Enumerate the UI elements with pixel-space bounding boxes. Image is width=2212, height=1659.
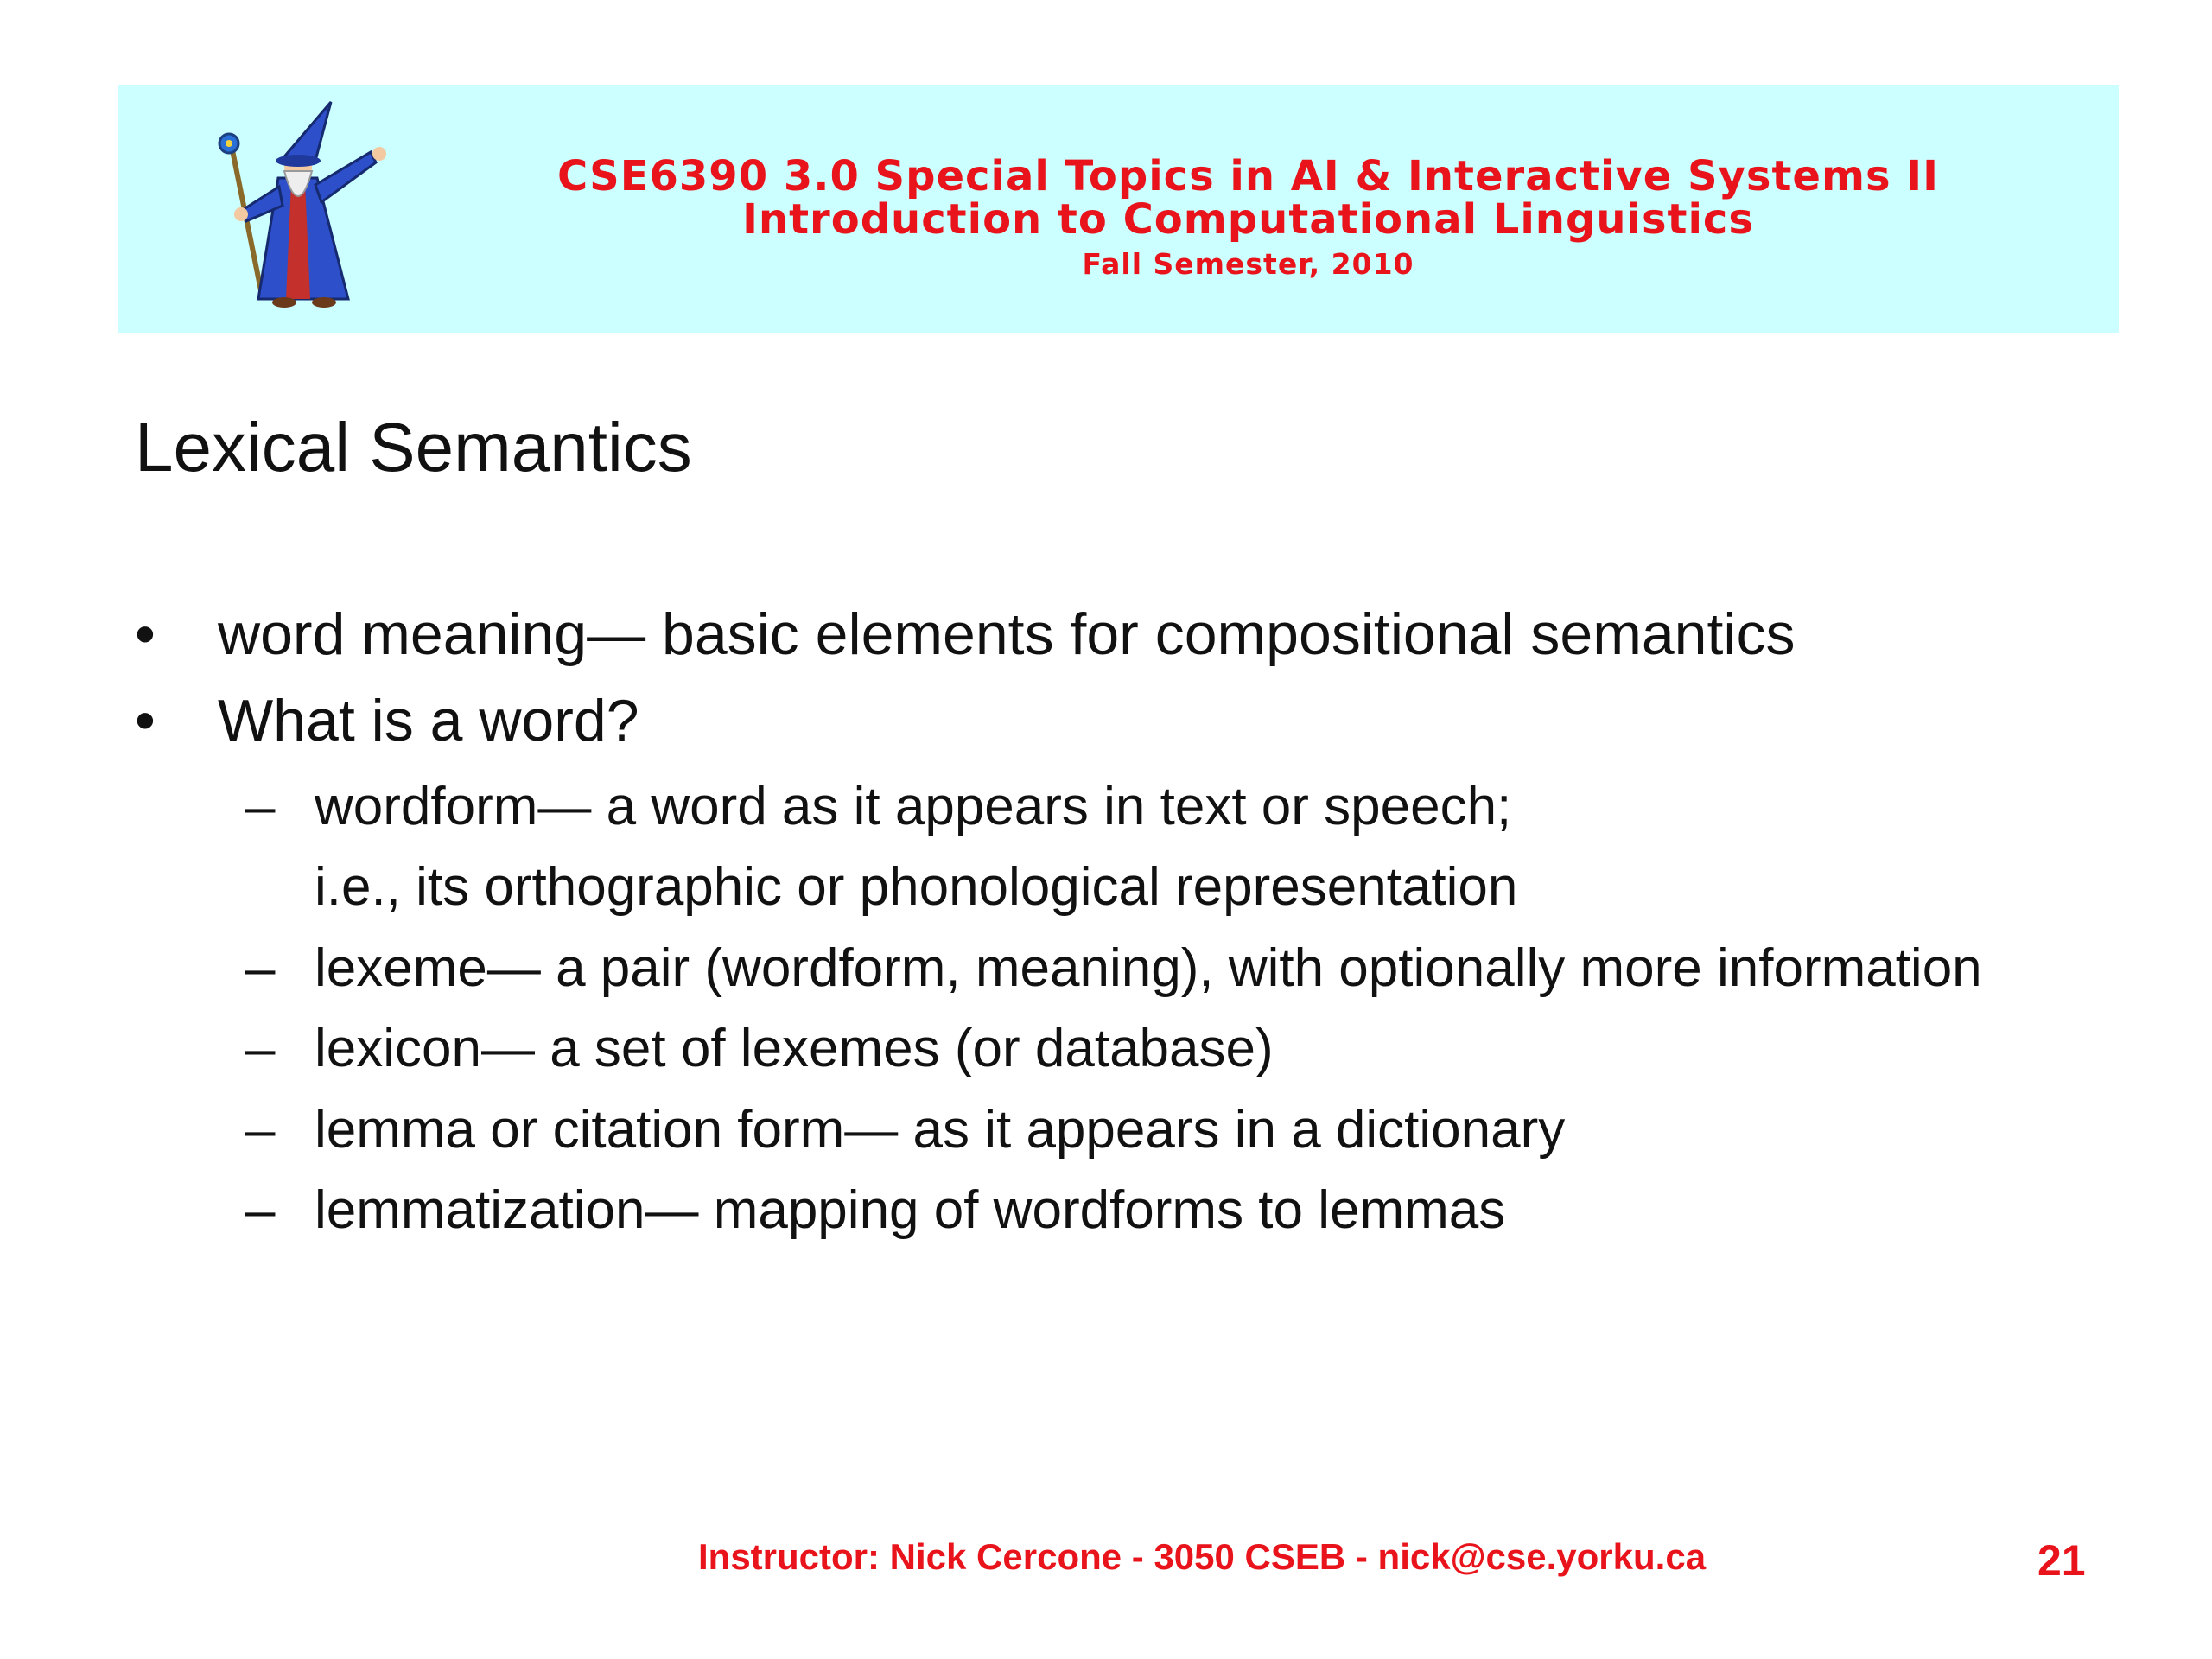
bullet-marker: •	[135, 688, 156, 753]
sub-list-text: wordform— a word as it appears in text or speech;	[315, 777, 1512, 836]
slide-title: Lexical Semantics	[135, 409, 692, 486]
sub-list-text: lexeme— a pair (wordform, meaning), with optionally more information	[315, 938, 1982, 998]
sub-list-marker: –	[245, 938, 276, 998]
bullet-text: What is a word?	[218, 688, 639, 753]
wizard-icon	[179, 100, 404, 321]
sub-list-marker: –	[245, 1180, 276, 1240]
bullet-item	[135, 687, 1949, 756]
sub-list-item	[245, 1179, 2060, 1243]
page-number: 21	[2037, 1536, 2086, 1585]
sub-list-text: lemma or citation form— as it appears in a dictionary	[315, 1100, 1566, 1160]
sub-list-item	[245, 938, 2060, 1001]
sub-list-marker: –	[245, 777, 276, 836]
sub-list-text: lemmatization— mapping of wordforms to lemmas	[315, 1180, 1506, 1240]
bullet-marker: •	[135, 601, 156, 667]
sub-list-marker: –	[245, 1100, 276, 1160]
sub-list-text: lexicon— a set of lexemes (or database)	[315, 1019, 1274, 1078]
course-header	[378, 85, 2119, 333]
course-semester: Fall Semester, 2010	[1082, 247, 1414, 281]
footer-instructor: Instructor: Nick Cercone - 3050 CSEB - nick@cse.yorku.ca	[698, 1536, 1707, 1577]
sub-list-marker: –	[245, 1019, 276, 1078]
sub-list-continuation	[245, 856, 2060, 920]
sub-list-item	[245, 1018, 2060, 1082]
sub-list-item	[245, 776, 2060, 840]
header-banner	[118, 85, 2119, 333]
sub-list-item	[245, 1099, 2060, 1163]
bullet-item	[135, 601, 1949, 670]
bullet-text: word meaning— basic elements for compositional semantics	[218, 601, 1796, 667]
course-title: CSE6390 3.0 Special Topics in AI & Interactive Systems II	[557, 152, 1939, 200]
course-subtitle: Introduction to Computational Linguistics	[742, 195, 1754, 244]
sub-list-text: i.e., its orthographic or phonological representation	[315, 857, 1518, 917]
